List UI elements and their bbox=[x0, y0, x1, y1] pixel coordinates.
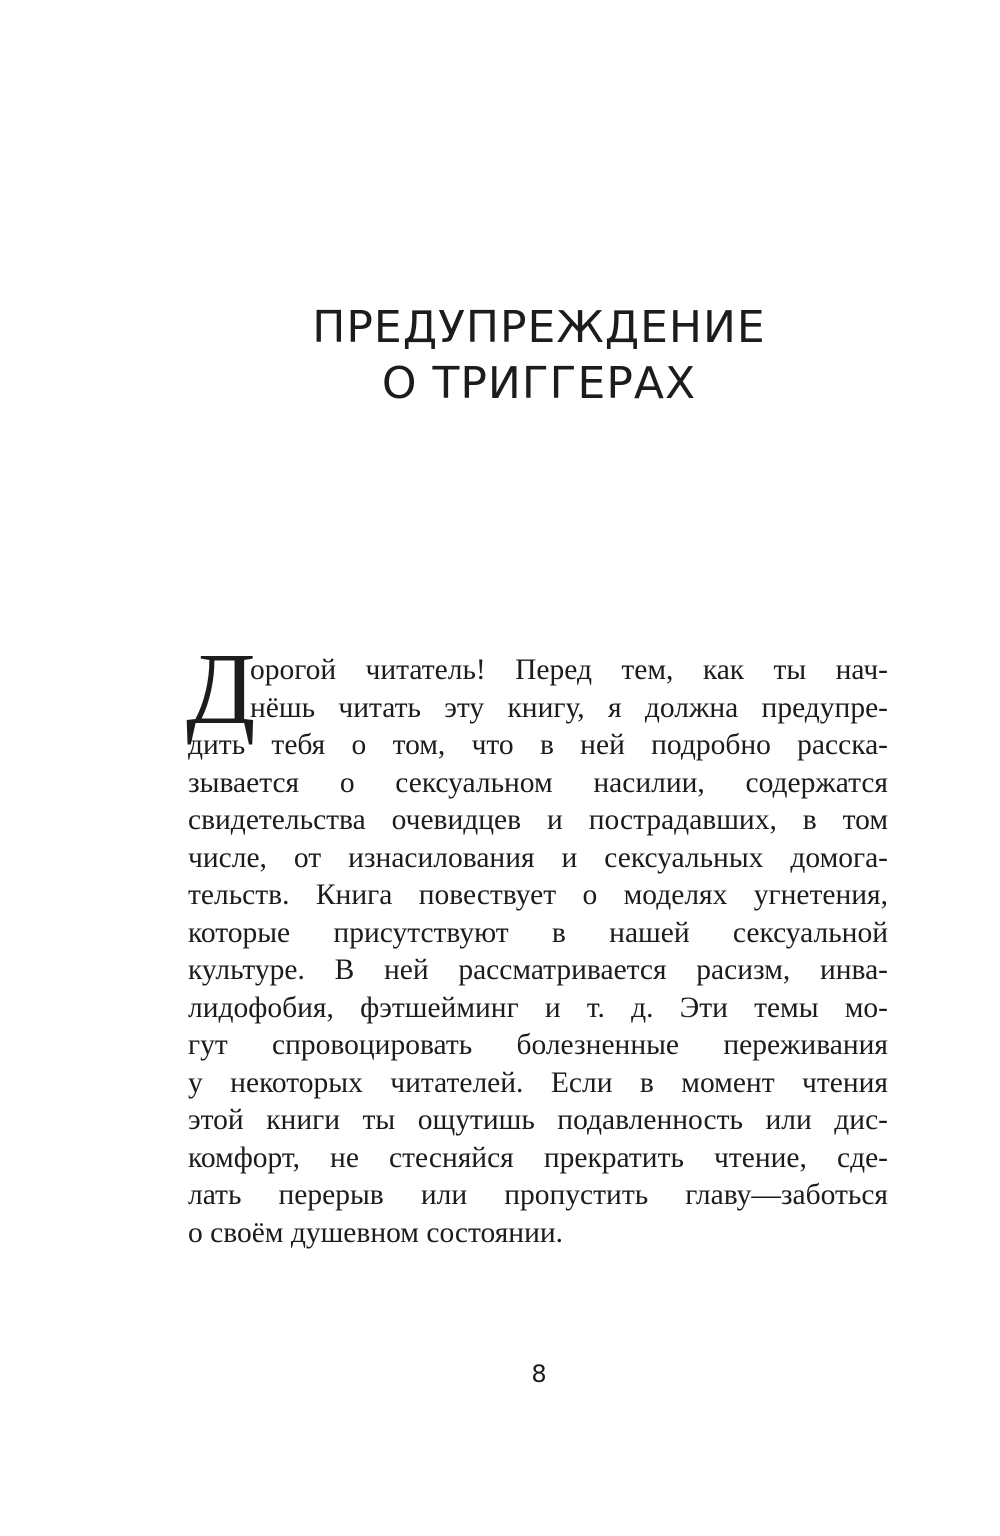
body-line: гут спровоцировать болезненные переживания bbox=[188, 1029, 888, 1061]
body-line: лидофобия, фэтшейминг и т. д. Эти темы мо- bbox=[188, 991, 888, 1024]
body-line: свидетельства очевидцев и пострадавших, в том bbox=[188, 804, 888, 836]
chapter-title-line-1: ПРЕДУПРЕЖДЕНИЕ bbox=[312, 302, 766, 353]
body-line: которые присутствуют в нашей сексуальной bbox=[188, 916, 888, 949]
body-line: комфорт, не стесняйся прекратить чтение, сде- bbox=[188, 1141, 888, 1174]
page-number: 8 bbox=[531, 1360, 547, 1388]
body-line: у некоторых читателей. Если в момент чтения bbox=[188, 1066, 888, 1099]
body-line: числе, от изнасилования и сексуальных домога- bbox=[188, 841, 888, 874]
body-line: дить тебя о том, что в ней подробно расска- bbox=[188, 729, 888, 761]
body-line: лать перерыв или пропустить главу—заботься bbox=[188, 1179, 888, 1211]
drop-cap: Д bbox=[186, 633, 256, 746]
body-line: орогой читатель! Перед тем, как ты нач- bbox=[250, 654, 888, 686]
chapter-title-line-2: О ТРИГГЕРАХ bbox=[381, 358, 697, 409]
body-line: культуре. В ней рассматривается расизм, инва- bbox=[188, 954, 888, 986]
body-paragraph bbox=[186, 633, 888, 1252]
body-line: тельств. Книга повествует о моделях угнетения, bbox=[188, 879, 888, 911]
body-line: зывается о сексуальном насилии, содержатся bbox=[188, 766, 888, 799]
body-line-last: о своём душевном состоянии. bbox=[188, 1216, 564, 1249]
chapter-title bbox=[0, 300, 1000, 412]
body-line: нёшь читать эту книгу, я должна предупре- bbox=[250, 691, 888, 724]
body-line: этой книги ты ощутишь подавленность или дис- bbox=[188, 1104, 888, 1136]
